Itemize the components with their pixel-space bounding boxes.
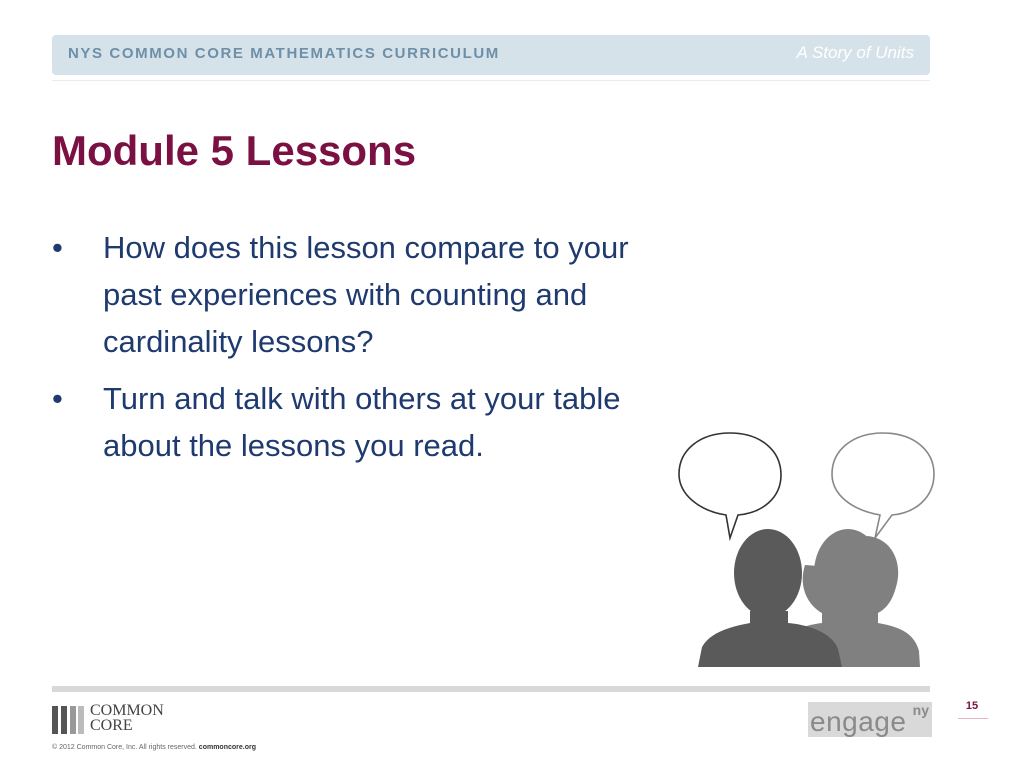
logo-line-2: CORE [90, 717, 133, 734]
slide-title: Module 5 Lessons [52, 127, 417, 174]
logo-line-1: COMMON [90, 702, 164, 719]
common-core-logo-icon [52, 706, 84, 734]
curriculum-label: NYS COMMON CORE MATHEMATICS CURRICULUM [68, 45, 500, 62]
speech-bubble-icon [679, 433, 781, 538]
copyright-link[interactable]: commoncore.org [198, 744, 256, 751]
conversation-illustration [670, 425, 940, 675]
bullet-dot-icon: • [52, 230, 63, 265]
copyright-text: © 2012 Common Core, Inc. All rights reserved. [52, 744, 197, 751]
engage-ny-superscript: ny [912, 702, 929, 718]
header-divider [52, 80, 930, 81]
bullet-list [52, 224, 662, 479]
bullet-item [52, 224, 662, 365]
page-number-underline [958, 718, 988, 719]
common-core-wordmark [90, 703, 164, 733]
bullet-dot-icon: • [52, 381, 63, 416]
bullet-item [52, 375, 662, 469]
common-core-logo [52, 702, 212, 738]
footer-divider [52, 686, 930, 692]
page-number: 15 [965, 700, 979, 712]
header-bar [52, 35, 930, 75]
bullet-text: Turn and talk with others at your table about the lessons you read. [103, 381, 621, 463]
series-label: A Story of Units [796, 43, 914, 62]
bullet-text: How does this lesson compare to your past experiences with counting and cardinality lessons? [103, 230, 629, 359]
speech-bubble-icon [832, 433, 934, 538]
copyright-notice [52, 744, 256, 751]
engage-ny-logo [808, 702, 932, 737]
engage-wordmark: engage [810, 706, 907, 737]
